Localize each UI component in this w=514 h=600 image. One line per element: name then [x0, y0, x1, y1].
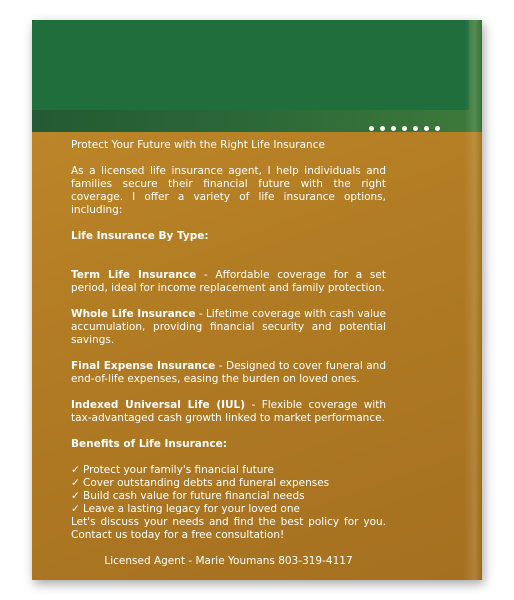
carousel-dot[interactable]: [424, 126, 429, 131]
benefit-text: Leave a lasting legacy for your loved one: [83, 503, 300, 515]
page-title: Protect Your Future with the Right Life Insurance: [71, 139, 325, 151]
intro-paragraph: As a licensed life insurance agent, I help individuals and families secure their financial future with the right coverage. I offer a variety of life insurance options, including:: [71, 165, 386, 216]
checkmark-icon: ✓: [71, 477, 80, 489]
carousel-dot[interactable]: [413, 126, 418, 131]
benefit-item: [71, 477, 386, 490]
checkmark-icon: ✓: [71, 490, 80, 502]
type-description: - Lifetime coverage with cash value accumulation, providing financial security and potential savings.: [71, 308, 386, 346]
type-name: Term Life Insurance: [71, 269, 197, 281]
card-edge-shine: [464, 20, 482, 580]
carousel-dot[interactable]: [380, 126, 385, 131]
type-item-term: [71, 269, 386, 295]
type-name: Whole Life Insurance: [71, 308, 196, 320]
benefit-item: [71, 464, 386, 477]
type-name: Indexed Universal Life (IUL): [71, 399, 246, 411]
benefit-item: [71, 490, 386, 503]
type-item-final-expense: [71, 360, 386, 386]
benefit-text: Protect your family's financial future: [83, 464, 274, 476]
types-heading: Life Insurance By Type:: [71, 230, 209, 242]
carousel-dot[interactable]: [435, 126, 440, 131]
green-header-panel: [32, 20, 469, 110]
agent-signoff: Licensed Agent - Marie Youmans 803-319-4117: [104, 555, 353, 567]
checkmark-icon: ✓: [71, 503, 80, 515]
type-description: - Affordable coverage for a set period, ideal for income replacement and family protection.: [71, 269, 386, 294]
benefit-text: Build cash value for future financial needs: [83, 490, 305, 502]
type-description: - Designed to cover funeral and end-of-life expenses, easing the burden on loved ones.: [71, 360, 386, 385]
carousel-dot[interactable]: [369, 126, 374, 131]
carousel-dots[interactable]: [369, 126, 440, 131]
carousel-dot[interactable]: [391, 126, 396, 131]
flyer-content: [71, 139, 386, 568]
type-description: - Flexible coverage with tax-advantaged cash growth linked to market performance.: [71, 399, 386, 424]
type-item-iul: [71, 399, 386, 425]
closing-paragraph: Let's discuss your needs and find the best policy for you. Contact us today for a free consultation!: [71, 516, 386, 541]
benefits-heading: Benefits of Life Insurance:: [71, 438, 227, 450]
type-name: Final Expense Insurance: [71, 360, 216, 372]
type-item-whole: [71, 308, 386, 347]
benefit-item: [71, 503, 386, 516]
benefit-text: Cover outstanding debts and funeral expenses: [83, 477, 330, 489]
carousel-dot[interactable]: [402, 126, 407, 131]
checkmark-icon: ✓: [71, 464, 80, 476]
